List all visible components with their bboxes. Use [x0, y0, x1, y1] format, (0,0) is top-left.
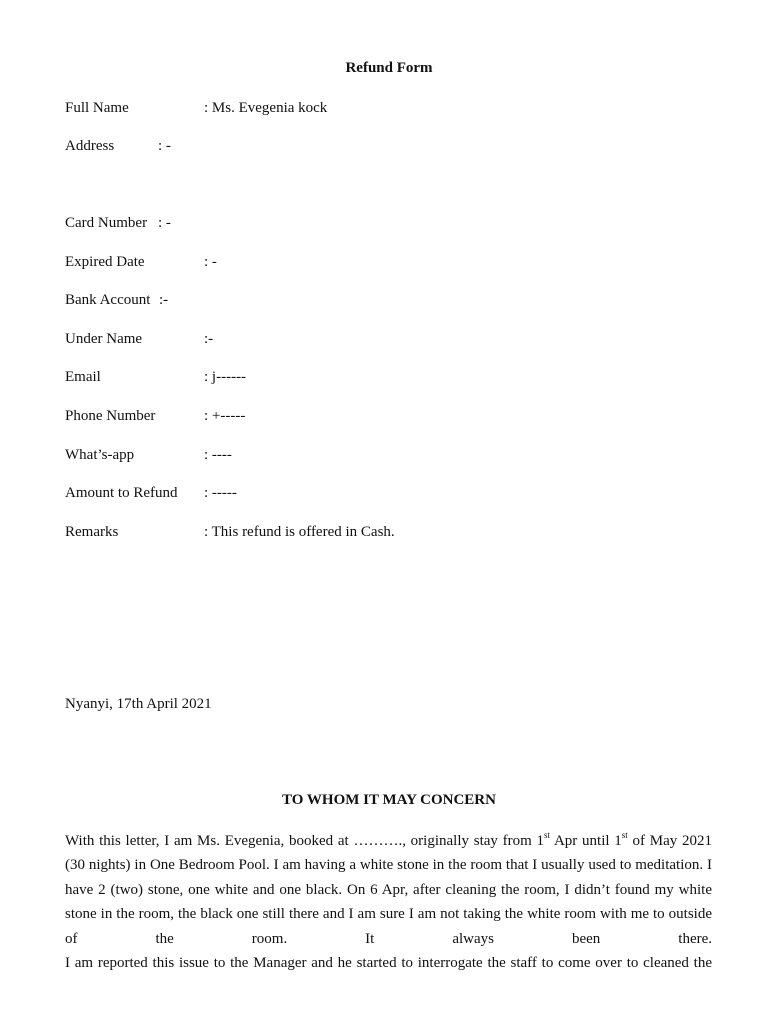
field-label: Card Number: [65, 215, 148, 231]
field-value: : Ms. Evegenia kock: [204, 100, 328, 116]
field-value: : ----: [204, 447, 232, 463]
paragraph-1-part-b: Apr until 1: [550, 833, 622, 849]
field-label: Phone Number: [65, 408, 156, 424]
field-label: Under Name: [65, 331, 143, 347]
field-label: Expired Date: [65, 254, 145, 270]
field-label: Bank Account: [65, 292, 151, 308]
field-value: : This refund is offered in Cash.: [204, 524, 395, 540]
form-title: Refund Form: [345, 60, 433, 76]
field-label: Amount to Refund: [65, 485, 178, 501]
field-label: Remarks: [65, 524, 119, 540]
field-value: : -: [158, 138, 171, 154]
letter-body: [65, 829, 712, 975]
field-value: : -----: [204, 485, 237, 501]
field-label: Email: [65, 369, 101, 385]
place-and-date: Nyanyi, 17th April 2021: [65, 696, 212, 712]
field-label: Full Name: [65, 100, 129, 116]
field-value: : +-----: [204, 408, 246, 424]
letter-heading: TO WHOM IT MAY CONCERN: [282, 792, 496, 808]
paragraph-1-part-c: of May 2021 (30 nights) in One Bedroom Pool. I am having a white stone in the room that I usually used to meditation. I have 2 (two) stone, one white and one black. On 6 Apr, after cleaning the room, I didn’t found my white stone in the room, the black one still there and I am sure I am not taking the white room with me to outside of the room. It always been there.: [65, 833, 712, 947]
paragraph-1: [65, 829, 712, 951]
field-value: :-: [204, 331, 214, 347]
field-label: What’s-app: [65, 447, 135, 463]
field-value: : j------: [204, 369, 247, 385]
paragraph-1-part-a: With this letter, I am Ms. Evegenia, booked at ………., originally stay from 1: [65, 833, 545, 849]
paragraph-2: I am reported this issue to the Manager and he started to interrogate the staff to come over to cleaned the: [65, 955, 712, 972]
field-value: :-: [159, 292, 169, 308]
field-value: : -: [158, 215, 171, 231]
superscript-st: st: [621, 830, 628, 840]
field-value: : -: [204, 254, 217, 270]
superscript-st: st: [544, 830, 551, 840]
field-label: Address: [65, 138, 115, 154]
